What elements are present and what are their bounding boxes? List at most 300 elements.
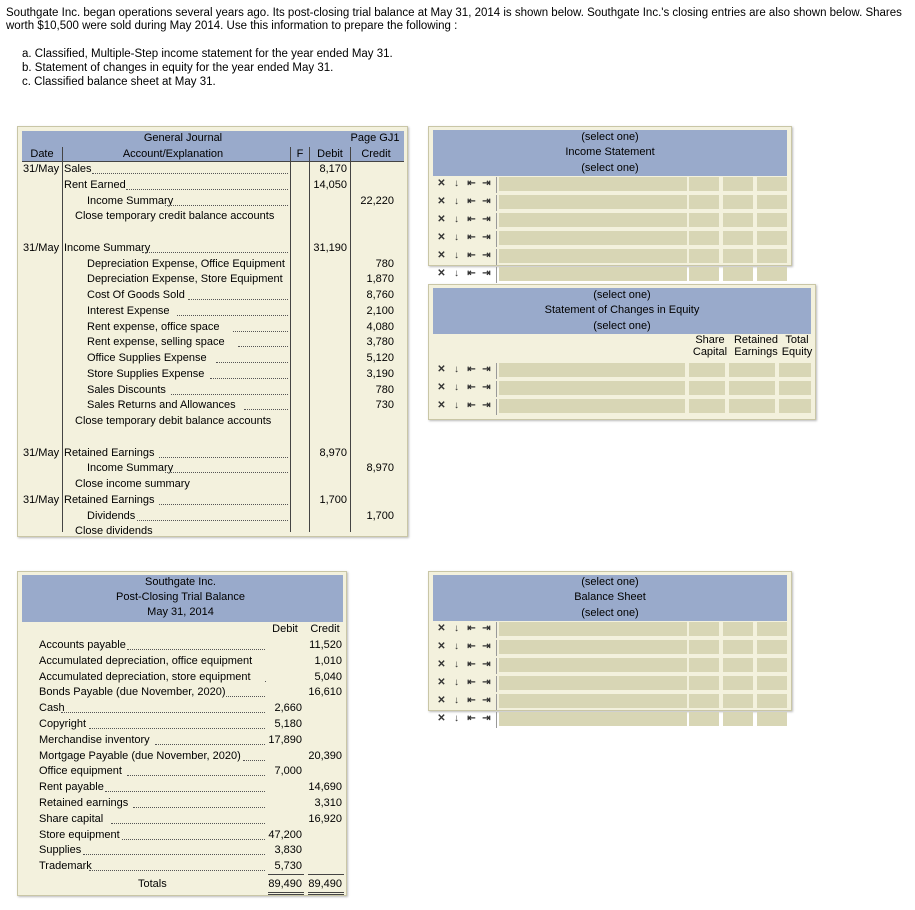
amount-input[interactable] — [723, 622, 753, 636]
outdent-icon[interactable]: ⇤ — [467, 623, 476, 634]
trial-credit: 16,920 — [308, 812, 342, 825]
outdent-icon[interactable]: ⇤ — [467, 178, 476, 189]
trial-totals-label: Totals — [138, 878, 167, 890]
trial-account: Mortgage Payable (due November, 2020) — [39, 749, 241, 762]
equity-col-share-1: Share — [695, 334, 725, 346]
trial-debit: 2,660 — [274, 702, 302, 715]
amount-input[interactable] — [723, 231, 753, 245]
col-date: Date — [30, 148, 54, 160]
trial-debit: 7,000 — [274, 765, 302, 778]
trial-date: May 31, 2014 — [147, 606, 214, 618]
indent-icon[interactable]: ⇥ — [482, 659, 491, 670]
delete-row-icon[interactable]: ✕ — [437, 713, 446, 724]
trial-account: Accumulated depreciation, office equipment — [39, 654, 253, 667]
journal-account: Sales Returns and Allowances — [87, 399, 236, 412]
equity-col-share-2: Capital — [692, 346, 728, 358]
indent-icon[interactable]: ⇥ — [482, 268, 491, 279]
row-divider — [496, 381, 497, 397]
journal-account: Depreciation Expense, Store Equipment — [87, 273, 283, 286]
task-list — [22, 47, 393, 89]
amount-input[interactable] — [723, 195, 753, 209]
delete-row-icon[interactable]: ✕ — [437, 268, 446, 279]
amount-input[interactable] — [689, 267, 719, 281]
total-equity-input[interactable] — [779, 381, 811, 395]
trial-leader — [127, 649, 265, 650]
trial-credit: 16,610 — [308, 686, 342, 699]
insert-row-icon[interactable]: ↓ — [454, 214, 459, 225]
row-icons — [435, 213, 493, 226]
journal-credit: 5,120 — [366, 352, 394, 364]
trial-leader — [265, 681, 266, 682]
amount-input[interactable] — [689, 231, 719, 245]
journal-leader — [238, 346, 288, 347]
trial-debit-label: Debit — [272, 623, 298, 635]
journal-account: Store Supplies Expense — [87, 367, 205, 380]
delete-row-icon[interactable]: ✕ — [437, 250, 446, 261]
amount-input[interactable] — [689, 640, 719, 654]
trial-account: Retained earnings — [39, 797, 129, 809]
trial-account: Accounts payable — [39, 639, 126, 651]
trial-total-double-rule-debit — [268, 892, 304, 895]
intro-text: Southgate Inc. began operations several years ago. Its post-closing trial balance at May 31, 2014 is shown below. Southgate Inc.'s closing entries are also shown below. Shares worth $10,500 were sold during May 2014. Use this information to prepare the following : — [6, 7, 902, 32]
delete-row-icon[interactable]: ✕ — [437, 196, 446, 207]
trial-leader — [122, 839, 266, 840]
insert-row-icon[interactable]: ↓ — [454, 695, 459, 706]
amount-input[interactable] — [757, 267, 787, 281]
balance-title: Balance Sheet — [574, 591, 646, 603]
label-input[interactable] — [499, 381, 685, 395]
amount-input[interactable] — [723, 267, 753, 281]
outdent-icon[interactable]: ⇤ — [467, 695, 476, 706]
outdent-icon[interactable]: ⇤ — [467, 196, 476, 207]
journal-vline-f — [290, 147, 291, 532]
trial-leader — [83, 854, 265, 855]
row-divider — [496, 658, 497, 674]
indent-icon[interactable]: ⇥ — [482, 641, 491, 652]
label-input[interactable] — [499, 249, 687, 263]
amount-input[interactable] — [757, 213, 787, 227]
journal-leader — [171, 394, 288, 395]
journal-page: Page GJ1 — [350, 132, 400, 144]
delete-row-icon[interactable]: ✕ — [437, 677, 446, 688]
trial-leader — [127, 775, 265, 776]
income-select-top[interactable]: (select one) — [581, 131, 639, 143]
trial-credit-label: Credit — [310, 623, 340, 635]
delete-row-icon[interactable]: ✕ — [437, 400, 446, 411]
retained-earnings-input[interactable] — [729, 363, 775, 377]
amount-input[interactable] — [723, 676, 753, 690]
delete-row-icon[interactable]: ✕ — [437, 178, 446, 189]
outdent-icon[interactable]: ⇤ — [467, 232, 476, 243]
outdent-icon[interactable]: ⇤ — [467, 364, 476, 375]
label-input[interactable] — [499, 399, 685, 413]
outdent-icon[interactable]: ⇤ — [467, 659, 476, 670]
journal-vline-credit — [350, 147, 351, 532]
journal-leader — [165, 472, 288, 473]
share-capital-input[interactable] — [689, 381, 725, 395]
outdent-icon[interactable]: ⇤ — [467, 214, 476, 225]
amount-input[interactable] — [689, 658, 719, 672]
outdent-icon[interactable]: ⇤ — [467, 268, 476, 279]
label-input[interactable] — [499, 658, 687, 672]
journal-date: 31/May — [23, 446, 60, 459]
delete-row-icon[interactable]: ✕ — [437, 214, 446, 225]
trial-total-rule-debit — [268, 874, 304, 875]
amount-input[interactable] — [757, 658, 787, 672]
amount-input[interactable] — [757, 676, 787, 690]
journal-account: Retained Earnings — [64, 493, 155, 506]
indent-icon[interactable]: ⇥ — [482, 178, 491, 189]
task-b: b. Statement of changes in equity for the year ended May 31. — [22, 62, 334, 74]
trial-account: Store equipment — [39, 828, 120, 841]
delete-row-icon[interactable]: ✕ — [437, 659, 446, 670]
journal-credit: 8,760 — [366, 289, 394, 301]
journal-credit: 780 — [375, 383, 394, 396]
row-divider — [496, 177, 497, 193]
equity-select-top[interactable]: (select one) — [593, 289, 651, 301]
income-title: Income Statement — [565, 146, 655, 158]
trial-leader — [111, 823, 266, 824]
amount-input[interactable] — [689, 676, 719, 690]
row-divider — [496, 267, 497, 283]
row-divider — [496, 213, 497, 229]
balance-select-bottom[interactable]: (select one) — [581, 607, 639, 619]
col-debit: Debit — [317, 148, 343, 160]
insert-row-icon[interactable]: ↓ — [454, 364, 459, 375]
equity-statement-panel — [428, 284, 816, 420]
outdent-icon[interactable]: ⇤ — [467, 713, 476, 724]
insert-row-icon[interactable]: ↓ — [454, 659, 459, 670]
retained-earnings-input[interactable] — [729, 399, 775, 413]
row-divider — [496, 399, 497, 415]
col-credit: Credit — [361, 148, 391, 160]
trial-credit: 5,040 — [314, 670, 342, 683]
journal-account: Income Summary — [64, 241, 151, 254]
journal-account: Rent expense, office space — [87, 320, 220, 333]
journal-account: Sales — [64, 163, 92, 175]
equity-col-retained-1: Retained — [733, 334, 779, 346]
trial-credit: 20,390 — [308, 749, 342, 762]
delete-row-icon[interactable]: ✕ — [437, 623, 446, 634]
journal-leader — [165, 205, 288, 206]
journal-account: Rent Earned — [64, 178, 126, 191]
journal-credit: 730 — [375, 399, 394, 412]
label-input[interactable] — [499, 363, 685, 377]
row-divider — [496, 640, 497, 656]
amount-input[interactable] — [689, 213, 719, 227]
outdent-icon[interactable]: ⇤ — [467, 641, 476, 652]
journal-leader — [92, 173, 288, 174]
trial-account: Share capital — [39, 812, 104, 825]
journal-leader — [244, 409, 288, 410]
outdent-icon[interactable]: ⇤ — [467, 400, 476, 411]
amount-input[interactable] — [757, 249, 787, 263]
journal-vline-date — [62, 147, 63, 532]
trial-title: Post-Closing Trial Balance — [115, 591, 245, 603]
trial-credit: 3,310 — [314, 797, 342, 809]
task-c: c. Classified balance sheet at May 31. — [22, 76, 216, 88]
trial-account: Office equipment — [39, 765, 122, 778]
income-statement-panel — [428, 126, 792, 279]
amount-input[interactable] — [757, 712, 787, 726]
journal-title: General Journal — [143, 132, 223, 144]
indent-icon[interactable]: ⇥ — [482, 250, 491, 261]
trial-total-rule-credit — [308, 874, 344, 875]
journal-account: Sales Discounts — [87, 383, 166, 396]
equity-col-total-1: Total — [785, 334, 809, 346]
label-input[interactable] — [499, 694, 687, 708]
amount-input[interactable] — [723, 712, 753, 726]
row-icons — [435, 399, 493, 412]
label-input[interactable] — [499, 267, 687, 281]
row-icons — [435, 231, 493, 244]
journal-leader — [159, 457, 288, 458]
amount-input[interactable] — [757, 177, 787, 191]
journal-leader — [159, 504, 288, 505]
trial-debit: 5,180 — [274, 718, 302, 730]
general-journal-panel — [17, 126, 408, 537]
row-icons — [435, 622, 493, 635]
trial-account: Copyright — [39, 718, 87, 730]
indent-icon[interactable]: ⇥ — [482, 196, 491, 207]
label-input[interactable] — [499, 195, 687, 209]
amount-input[interactable] — [723, 640, 753, 654]
journal-date: 31/May — [23, 241, 60, 254]
row-icons — [435, 712, 493, 725]
amount-input[interactable] — [689, 712, 719, 726]
label-input[interactable] — [499, 622, 687, 636]
journal-leader — [188, 299, 288, 300]
insert-row-icon[interactable]: ↓ — [454, 641, 459, 652]
journal-leader — [177, 315, 288, 316]
trial-debit: 5,730 — [274, 860, 302, 873]
balance-sheet-panel — [428, 571, 792, 724]
journal-leader — [210, 378, 288, 379]
insert-row-icon[interactable]: ↓ — [454, 178, 459, 189]
journal-credit: 1,870 — [366, 273, 394, 286]
journal-credit: 4,080 — [366, 320, 394, 333]
insert-row-icon[interactable]: ↓ — [454, 677, 459, 688]
label-input[interactable] — [499, 213, 687, 227]
journal-account: Close temporary credit balance accounts — [75, 210, 275, 223]
amount-input[interactable] — [723, 249, 753, 263]
trial-account: Trademark — [39, 860, 92, 873]
indent-icon[interactable]: ⇥ — [482, 364, 491, 375]
trial-credit: 11,520 — [309, 639, 342, 651]
trial-balance-panel — [17, 571, 347, 896]
insert-row-icon[interactable]: ↓ — [454, 400, 459, 411]
trial-total-double-rule-credit — [308, 892, 344, 895]
row-divider — [496, 676, 497, 692]
journal-account: Close dividends — [75, 525, 153, 538]
row-divider — [496, 249, 497, 265]
delete-row-icon[interactable]: ✕ — [437, 695, 446, 706]
journal-account: Income Summary — [87, 462, 174, 475]
trial-account: Supplies — [39, 844, 82, 857]
journal-debit: 31,190 — [313, 241, 347, 254]
trial-total-debit: 89,490 — [268, 878, 302, 890]
amount-input[interactable] — [757, 694, 787, 708]
equity-title: Statement of Changes in Equity — [544, 304, 700, 316]
amount-input[interactable] — [757, 195, 787, 209]
delete-row-icon[interactable]: ✕ — [437, 382, 446, 393]
trial-leader — [105, 791, 265, 792]
row-divider — [496, 363, 497, 379]
row-icons — [435, 640, 493, 653]
row-icons — [435, 658, 493, 671]
share-capital-input[interactable] — [689, 363, 725, 377]
total-equity-input[interactable] — [779, 363, 811, 377]
trial-leader — [133, 807, 266, 808]
row-icons — [435, 177, 493, 190]
row-icons — [435, 363, 493, 376]
outdent-icon[interactable]: ⇤ — [467, 250, 476, 261]
journal-account: Cost Of Goods Sold — [87, 289, 185, 301]
trial-debit: 47,200 — [268, 828, 302, 841]
trial-leader — [89, 728, 266, 729]
trial-account: Rent payable — [39, 781, 104, 794]
delete-row-icon[interactable]: ✕ — [437, 641, 446, 652]
outdent-icon[interactable]: ⇤ — [467, 382, 476, 393]
label-input[interactable] — [499, 676, 687, 690]
amount-input[interactable] — [723, 213, 753, 227]
trial-debit: 17,890 — [268, 733, 302, 746]
journal-debit: 8,170 — [319, 163, 347, 175]
journal-credit: 3,780 — [366, 336, 394, 349]
insert-row-icon[interactable]: ↓ — [454, 232, 459, 243]
journal-date: 31/May — [23, 163, 60, 175]
indent-icon[interactable]: ⇥ — [482, 695, 491, 706]
journal-leader — [137, 520, 288, 521]
journal-credit: 8,970 — [366, 462, 394, 475]
journal-credit: 1,700 — [366, 509, 394, 522]
insert-row-icon[interactable]: ↓ — [454, 196, 459, 207]
indent-icon[interactable]: ⇥ — [482, 623, 491, 634]
row-divider — [496, 712, 497, 728]
journal-debit: 1,700 — [319, 493, 347, 506]
label-input[interactable] — [499, 640, 687, 654]
journal-account: Office Supplies Expense — [87, 352, 207, 364]
indent-icon[interactable]: ⇥ — [482, 232, 491, 243]
col-f: F — [296, 148, 304, 160]
amount-input[interactable] — [723, 694, 753, 708]
equity-col-retained-2: Earnings — [734, 346, 778, 358]
label-input[interactable] — [499, 231, 687, 245]
label-input[interactable] — [499, 177, 687, 191]
insert-row-icon[interactable]: ↓ — [454, 623, 459, 634]
indent-icon[interactable]: ⇥ — [482, 677, 491, 688]
journal-credit: 22,220 — [360, 194, 394, 207]
amount-input[interactable] — [757, 640, 787, 654]
journal-leader — [233, 331, 288, 332]
journal-account: Interest Expense — [87, 304, 170, 317]
trial-leader — [226, 696, 265, 697]
journal-date: 31/May — [23, 493, 60, 506]
balance-select-top[interactable]: (select one) — [581, 576, 639, 588]
row-icons — [435, 267, 493, 280]
total-equity-input[interactable] — [779, 399, 811, 413]
amount-input[interactable] — [723, 177, 753, 191]
row-icons — [435, 381, 493, 394]
insert-row-icon[interactable]: ↓ — [454, 250, 459, 261]
indent-icon[interactable]: ⇥ — [482, 382, 491, 393]
outdent-icon[interactable]: ⇤ — [467, 677, 476, 688]
journal-account: Close temporary debit balance accounts — [75, 415, 272, 427]
journal-credit: 780 — [375, 257, 394, 270]
journal-account: Rent expense, selling space — [87, 336, 225, 349]
journal-debit: 8,970 — [319, 446, 347, 459]
indent-icon[interactable]: ⇥ — [482, 214, 491, 225]
row-divider — [496, 195, 497, 211]
label-input[interactable] — [499, 712, 687, 726]
retained-earnings-input[interactable] — [729, 381, 775, 395]
trial-credit: 1,010 — [314, 654, 342, 667]
row-divider — [496, 622, 497, 638]
trial-company: Southgate Inc. — [145, 576, 216, 588]
amount-input[interactable] — [689, 622, 719, 636]
trial-leader — [89, 870, 266, 871]
income-select-bottom[interactable]: (select one) — [581, 162, 639, 174]
journal-account: Close income summary — [75, 478, 190, 490]
amount-input[interactable] — [757, 622, 787, 636]
trial-leader — [243, 760, 266, 761]
insert-row-icon[interactable]: ↓ — [454, 382, 459, 393]
amount-input[interactable] — [689, 177, 719, 191]
indent-icon[interactable]: ⇥ — [482, 400, 491, 411]
amount-input[interactable] — [689, 249, 719, 263]
task-a: a. Classified, Multiple-Step income statement for the year ended May 31. — [22, 48, 393, 60]
amount-input[interactable] — [757, 231, 787, 245]
delete-row-icon[interactable]: ✕ — [437, 232, 446, 243]
trial-credit: 14,690 — [308, 781, 342, 794]
indent-icon[interactable]: ⇥ — [482, 713, 491, 724]
journal-leader — [216, 362, 288, 363]
insert-row-icon[interactable]: ↓ — [454, 268, 459, 279]
amount-input[interactable] — [689, 195, 719, 209]
insert-row-icon[interactable]: ↓ — [454, 713, 459, 724]
journal-account: Retained Earnings — [64, 446, 155, 459]
row-icons — [435, 195, 493, 208]
trial-leader — [61, 712, 265, 713]
journal-account: Depreciation Expense, Office Equipment — [87, 257, 285, 270]
trial-debit: 3,830 — [274, 844, 302, 857]
journal-account: Income Summary — [87, 194, 174, 207]
equity-col-total-2: Equity — [781, 346, 813, 358]
trial-account: Bonds Payable (due November, 2020) — [39, 686, 226, 699]
share-capital-input[interactable] — [689, 399, 725, 413]
row-icons — [435, 676, 493, 689]
trial-account: Cash — [39, 702, 65, 715]
col-account: Account/Explanation — [122, 148, 224, 160]
journal-credit: 3,190 — [366, 367, 394, 380]
journal-account: Dividends — [87, 509, 136, 522]
delete-row-icon[interactable]: ✕ — [437, 364, 446, 375]
amount-input[interactable] — [723, 658, 753, 672]
trial-account: Accumulated depreciation, store equipment — [39, 670, 251, 683]
journal-leader — [142, 252, 288, 253]
trial-leader — [155, 744, 266, 745]
row-divider — [496, 694, 497, 710]
journal-leader — [126, 189, 288, 190]
journal-vline-debit — [309, 147, 310, 532]
journal-debit: 14,050 — [313, 178, 347, 191]
amount-input[interactable] — [689, 694, 719, 708]
row-icons — [435, 249, 493, 262]
row-divider — [496, 231, 497, 247]
row-icons — [435, 694, 493, 707]
equity-select-bottom[interactable]: (select one) — [593, 320, 651, 332]
journal-credit: 2,100 — [366, 304, 394, 317]
